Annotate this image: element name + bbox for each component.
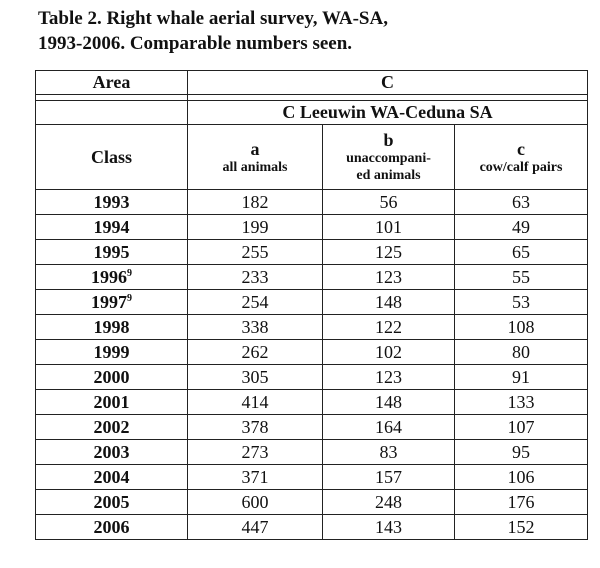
count-cell-a: 233 bbox=[188, 265, 323, 290]
year-cell bbox=[36, 340, 188, 365]
column-b-description-line-2: ed animals bbox=[356, 168, 421, 183]
year-cell bbox=[36, 190, 188, 215]
count-cell-b: 122 bbox=[323, 315, 455, 340]
footnote-marker: 9 bbox=[127, 293, 132, 304]
column-b-description-line-1: unaccompani- bbox=[346, 151, 431, 166]
count-cell-a: 414 bbox=[188, 390, 323, 415]
count-cell-a: 182 bbox=[188, 190, 323, 215]
year-cell bbox=[36, 465, 188, 490]
table-row bbox=[36, 365, 588, 390]
column-c-letter: c bbox=[517, 138, 526, 159]
count-cell-a: 255 bbox=[188, 240, 323, 265]
year-cell bbox=[36, 390, 188, 415]
count-cell-a: 262 bbox=[188, 340, 323, 365]
column-c-description: cow/calf pairs bbox=[479, 159, 563, 175]
count-cell-b: 148 bbox=[323, 390, 455, 415]
table-row bbox=[36, 440, 588, 465]
year-cell bbox=[36, 490, 188, 515]
count-cell-c: 55 bbox=[455, 265, 588, 290]
count-cell-a: 371 bbox=[188, 465, 323, 490]
column-b-letter: b bbox=[383, 130, 394, 150]
year-value: 2004 bbox=[93, 467, 130, 487]
year-cell bbox=[36, 440, 188, 465]
count-cell-a: 273 bbox=[188, 440, 323, 465]
count-cell-c: 107 bbox=[455, 415, 588, 440]
count-cell-b: 123 bbox=[323, 365, 455, 390]
count-cell-c: 108 bbox=[455, 315, 588, 340]
table-row bbox=[36, 340, 588, 365]
year-value: 2006 bbox=[93, 517, 130, 537]
count-cell-c: 95 bbox=[455, 440, 588, 465]
year-value: 1998 bbox=[93, 317, 130, 337]
class-label-cell: Class bbox=[36, 125, 188, 190]
year-cell bbox=[36, 265, 188, 290]
year-cell bbox=[36, 215, 188, 240]
area-value-cell: C bbox=[188, 71, 588, 95]
year-value: 2005 bbox=[93, 492, 130, 512]
caption-line-1: Table 2. Right whale aerial survey, WA-SA, bbox=[38, 8, 388, 29]
table-row bbox=[36, 290, 588, 315]
count-cell-b: 248 bbox=[323, 490, 455, 515]
year-value: 2001 bbox=[93, 392, 130, 412]
year-cell bbox=[36, 365, 188, 390]
count-cell-a: 600 bbox=[188, 490, 323, 515]
count-cell-b: 123 bbox=[323, 265, 455, 290]
year-value: 1995 bbox=[93, 242, 130, 262]
year-value: 2000 bbox=[93, 367, 130, 387]
count-cell-c: 176 bbox=[455, 490, 588, 515]
year-cell bbox=[36, 515, 188, 540]
table-row bbox=[36, 315, 588, 340]
count-cell-a: 305 bbox=[188, 365, 323, 390]
year-value: 1997 bbox=[91, 292, 127, 312]
whale-survey-table bbox=[35, 70, 588, 540]
count-cell-c: 53 bbox=[455, 290, 588, 315]
column-header-b bbox=[323, 125, 455, 190]
year-value: 1996 bbox=[91, 267, 127, 287]
count-cell-c: 91 bbox=[455, 365, 588, 390]
area-name-blank-cell bbox=[36, 101, 188, 125]
table-row bbox=[36, 190, 588, 215]
count-cell-a: 199 bbox=[188, 215, 323, 240]
header-row-class bbox=[36, 125, 588, 190]
count-cell-b: 102 bbox=[323, 340, 455, 365]
count-cell-b: 148 bbox=[323, 290, 455, 315]
year-cell bbox=[36, 315, 188, 340]
table-row bbox=[36, 515, 588, 540]
footnote-marker: 9 bbox=[127, 268, 132, 279]
count-cell-c: 63 bbox=[455, 190, 588, 215]
header-row-area bbox=[36, 71, 588, 95]
area-label-cell: Area bbox=[36, 71, 188, 95]
count-cell-c: 152 bbox=[455, 515, 588, 540]
count-cell-b: 143 bbox=[323, 515, 455, 540]
year-value: 1994 bbox=[93, 217, 130, 237]
header-row-area-name bbox=[36, 101, 588, 125]
count-cell-b: 83 bbox=[323, 440, 455, 465]
count-cell-b: 101 bbox=[323, 215, 455, 240]
count-cell-a: 447 bbox=[188, 515, 323, 540]
year-value: 1993 bbox=[93, 192, 130, 212]
count-cell-c: 106 bbox=[455, 465, 588, 490]
year-cell bbox=[36, 240, 188, 265]
table-row bbox=[36, 240, 588, 265]
table-row bbox=[36, 265, 588, 290]
count-cell-b: 157 bbox=[323, 465, 455, 490]
count-cell-c: 133 bbox=[455, 390, 588, 415]
count-cell-a: 338 bbox=[188, 315, 323, 340]
year-value: 2002 bbox=[93, 417, 130, 437]
table-row bbox=[36, 465, 588, 490]
count-cell-a: 254 bbox=[188, 290, 323, 315]
column-header-a bbox=[188, 125, 323, 190]
column-a-letter: a bbox=[250, 138, 260, 159]
table-row bbox=[36, 390, 588, 415]
column-header-c bbox=[455, 125, 588, 190]
table-caption bbox=[38, 6, 578, 56]
count-cell-a: 378 bbox=[188, 415, 323, 440]
count-cell-c: 80 bbox=[455, 340, 588, 365]
count-cell-c: 49 bbox=[455, 215, 588, 240]
count-cell-b: 164 bbox=[323, 415, 455, 440]
area-name-cell: C Leeuwin WA-Ceduna SA bbox=[188, 101, 588, 125]
count-cell-b: 125 bbox=[323, 240, 455, 265]
table-row bbox=[36, 215, 588, 240]
year-value: 1999 bbox=[93, 342, 130, 362]
count-cell-b: 56 bbox=[323, 190, 455, 215]
table-row bbox=[36, 415, 588, 440]
table-row bbox=[36, 490, 588, 515]
column-a-description: all animals bbox=[222, 159, 288, 175]
caption-line-2: 1993-2006. Comparable numbers seen. bbox=[38, 33, 353, 54]
count-cell-c: 65 bbox=[455, 240, 588, 265]
year-value: 2003 bbox=[93, 442, 130, 462]
year-cell bbox=[36, 415, 188, 440]
year-cell bbox=[36, 290, 188, 315]
